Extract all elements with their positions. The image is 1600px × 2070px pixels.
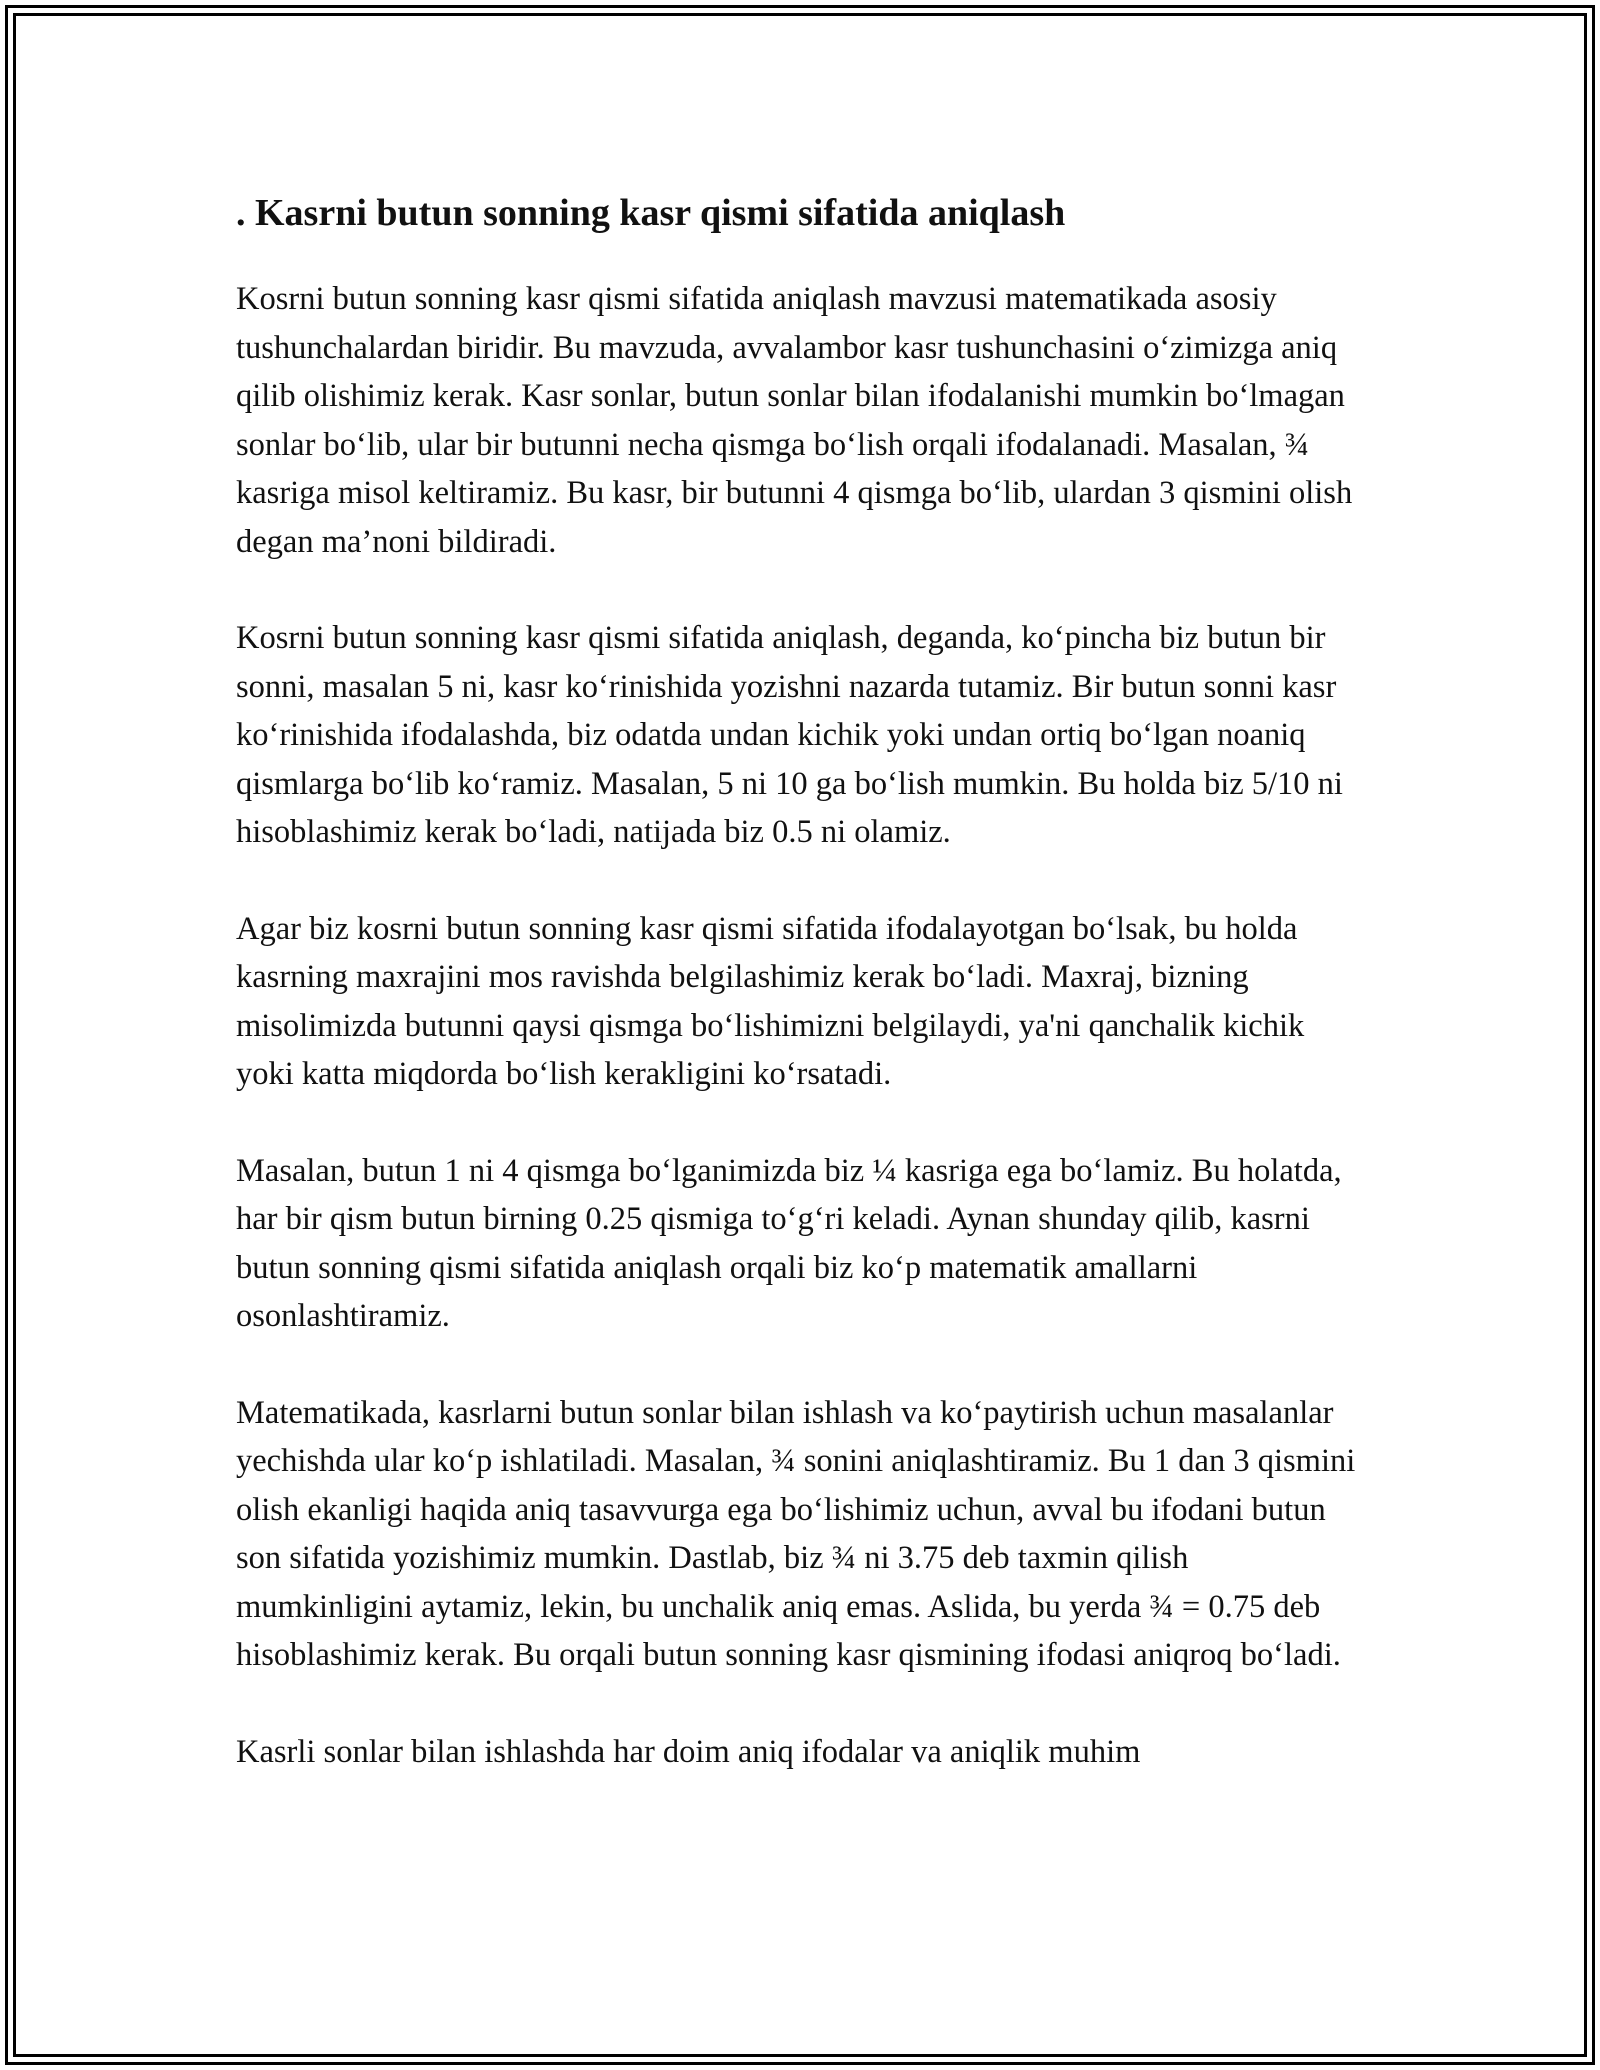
- paragraph-2: Kosrni butun sonning kasr qismi sifatida aniqlash, deganda, ko‘pincha biz butun bir sonni, masalan 5 ni, kasr ko‘rinishida yozishni nazarda tutamiz. Bir butun sonni kasr ko‘rinishida ifodalashda, biz odatda undan kichik yoki undan ortiq bo‘lgan noaniq qismlarga bo‘lib ko‘ramiz. Masalan, 5 ni 10 ga bo‘lish mumkin. Bu holda biz 5/10 ni hisoblashimiz kerak bo‘ladi, natijada biz 0.5 ni olamiz.: [236, 620, 1343, 850]
- paragraph-3: Agar biz kosrni butun sonning kasr qismi sifatida ifodalayotgan bo‘lsak, bu holda kasrning maxrajini mos ravishda belgilashimiz kerak bo‘ladi. Maxraj, bizning misolimizda butunni qaysi qismga bo‘lishimizni belgilaydi, ya'ni qanchalik kichik yoki katta miqdorda bo‘lish kerakligini ko‘rsatadi.: [236, 910, 1305, 1092]
- paragraph-5: Matematikada, kasrlarni butun sonlar bilan ishlash va ko‘paytirish uchun masalanlar yechishda ular ko‘p ishlatiladi. Masalan, ¾ sonini aniqlashtiramiz. Bu 1 dan 3 qismini olish ekanligi haqida aniq tasavvurga ega bo‘lishimiz uchun, avval bu ifodani butun son sifatida yozishimiz mumkin. Dastlab, biz ¾ ni 3.75 deb taxmin qilish mumkinligini aytamiz, lekin, bu unchalik aniq emas. Aslida, bu yerda ¾ = 0.75 deb hisoblashimiz kerak. Bu orqali butun sonning kasr qismining ifodasi aniqroq bo‘ladi.: [236, 1394, 1356, 1673]
- paragraph-1: Kosrni butun sonning kasr qismi sifatida aniqlash mavzusi matematikada asosiy tushunchalardan biridir. Bu mavzuda, avvalambor kasr tushunchasini o‘zimizga aniq qilib olishimiz kerak. Kasr sonlar, butun sonlar bilan ifodalanishi mumkin bo‘lmagan sonlar bo‘lib, ular bir butunni necha qismga bo‘lish orqali ifodalanadi. Masalan, ¾ kasriga misol keltiramiz. Bu kasr, bir butunni 4 qismga bo‘lib, ulardan 3 qismini olish degan ma’noni bildiradi.: [236, 281, 1353, 560]
- page-title: . Kasrni butun sonning kasr qismi sifatida aniqlash: [236, 192, 1066, 234]
- paragraph-6: Kasrli sonlar bilan ishlashda har doim aniq ifodalar va aniqlik muhim: [236, 1733, 1141, 1770]
- paragraph-4: Masalan, butun 1 ni 4 qismga bo‘lganimizda biz ¼ kasriga ega bo‘lamiz. Bu holatda, har bir qism butun birning 0.25 qismiga to‘g‘ri keladi. Aynan shunday qilib, kasrni butun sonning qismi sifatida aniqlash orqali biz ko‘p matematik amallarni osonlashtiramiz.: [236, 1152, 1342, 1334]
- document-body: [236, 185, 1366, 1824]
